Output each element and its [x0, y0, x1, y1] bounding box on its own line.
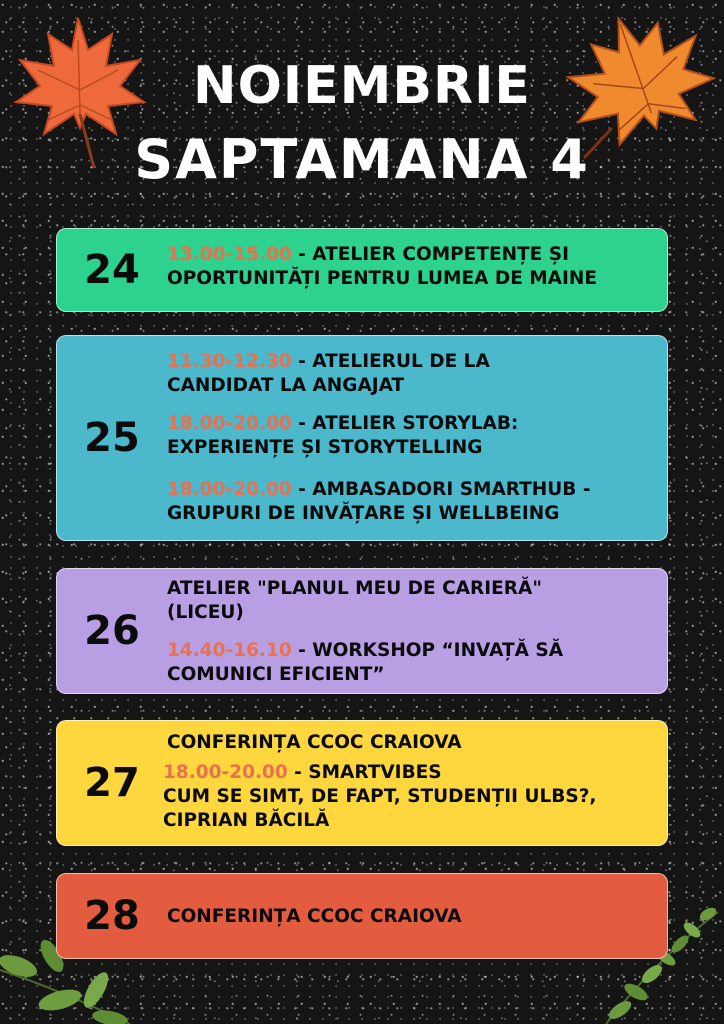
event-item	[167, 412, 653, 460]
event-item	[167, 731, 653, 755]
event-title-continued: EXPERIENȚE ȘI STORYTELLING	[167, 437, 483, 458]
event-title: - ATELIER STORYLAB:	[291, 413, 519, 434]
event-title-continued: CANDIDAT LA ANGAJAT	[167, 375, 405, 396]
day-number: 25	[84, 415, 140, 461]
event-item	[167, 478, 653, 526]
day-card-26	[56, 568, 668, 694]
day-number: 26	[84, 608, 140, 654]
event-title: - ATELIER COMPETENȚE ȘI	[291, 244, 569, 265]
event-time: 13.00-15.00	[167, 244, 292, 265]
event-time: 18.00-20.00	[167, 479, 292, 500]
event-title-continued: (LICEU)	[167, 602, 244, 623]
day-number: 28	[84, 893, 140, 939]
event-title: - WORKSHOP “INVAȚĂ SĂ	[291, 640, 564, 661]
event-item	[167, 639, 653, 687]
event-item	[167, 243, 653, 291]
event-title: - SMARTVIBES	[287, 762, 442, 783]
event-speaker: CIPRIAN BĂCILĂ	[163, 810, 330, 831]
event-title: ATELIER "PLANUL MEU DE CARIERĂ"	[167, 578, 542, 599]
day-card-25	[56, 335, 668, 541]
event-title-continued: CUM SE SIMT, DE FAPT, STUDENȚII ULBS?,	[163, 786, 597, 807]
day-card-28	[56, 873, 668, 959]
event-title: CONFERINȚA CCOC CRAIOVA	[167, 732, 462, 753]
event-item	[163, 761, 653, 833]
event-item	[167, 350, 653, 398]
event-time: 18.00-20.00	[163, 762, 288, 783]
page-title-week: SAPTAMANA 4	[134, 128, 590, 191]
day-number: 27	[84, 760, 140, 806]
event-time: 14.40-16.10	[167, 640, 292, 661]
day-card-24	[56, 228, 668, 312]
event-time: 18.00-20.00	[167, 413, 292, 434]
event-title-continued: OPORTUNITĂȚI PENTRU LUMEA DE MAINE	[167, 268, 598, 289]
event-title-continued: GRUPURI DE INVĂȚARE ȘI WELLBEING	[167, 503, 560, 524]
page-title-month: NOIEMBRIE	[193, 56, 531, 116]
event-title: - AMBASADORI SMARTHUB -	[291, 479, 591, 500]
day-number: 24	[84, 247, 140, 293]
event-item	[167, 905, 653, 929]
event-title: CONFERINȚA CCOC CRAIOVA	[167, 906, 462, 927]
event-title: - ATELIERUL DE LA	[291, 351, 490, 372]
day-card-27	[56, 720, 668, 846]
event-item	[167, 577, 653, 625]
event-title-continued: COMUNICI EFICIENT”	[167, 664, 385, 685]
event-time: 11.30-12.30	[167, 351, 292, 372]
